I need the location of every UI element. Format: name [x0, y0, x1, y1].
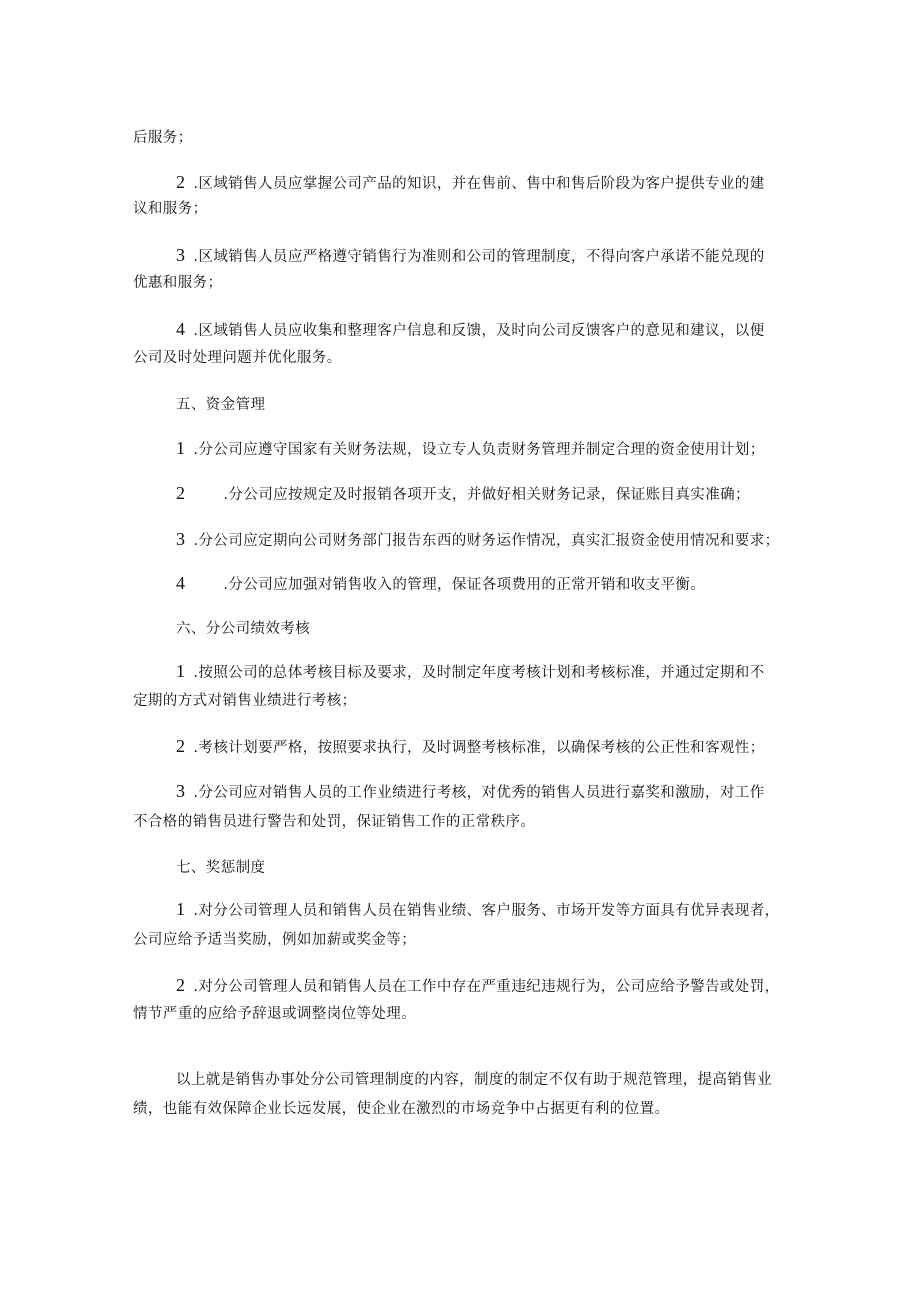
list-item-line: 议和服务；: [133, 201, 208, 217]
list-item-line: 定期的方式对销售业绩进行考核；: [133, 693, 357, 709]
list-text: .分公司应加强对销售收入的管理，保证各项费用的正常开销和收支平衡。: [223, 577, 706, 593]
section-heading: 五、资金管理: [176, 397, 266, 413]
list-number: 3: [176, 529, 186, 549]
paragraph-line: 后服务；: [133, 130, 193, 146]
list-item-line: [176, 319, 765, 341]
list-item-line: 公司应给予适当奖励，例如加薪或奖金等；: [133, 932, 417, 948]
list-item-line: [176, 573, 705, 595]
list-item-line: [176, 975, 780, 997]
list-text: .分公司应按规定及时报销各项开支，并做好相关财务记录，保证账目真实准确；: [223, 487, 750, 503]
list-item-line: 优惠和服务；: [133, 275, 223, 291]
list-text: .考核计划要严格，按照要求执行，及时调整考核标准，以确保考核的公正性和客观性；: [193, 740, 765, 756]
list-item-line: [176, 781, 765, 803]
list-item-line: [176, 172, 765, 194]
list-item-line: 不合格的销售员进行警告和处罚，保证销售工作的正常秩序。: [133, 814, 536, 830]
list-item-line: [176, 529, 780, 551]
list-number: 1: [176, 899, 186, 919]
list-item-line: [176, 245, 765, 267]
conclusion-line: 绩，也能有效保障企业长远发展，使企业在激烈的市场竞争中占据更有利的位置。: [133, 1101, 670, 1117]
list-number: 1: [176, 438, 186, 458]
list-number: 2: [176, 483, 186, 503]
list-text: .分公司应定期向公司财务部门报告东西的财务运作情况，真实汇报资金使用情况和要求；: [193, 533, 780, 549]
list-text: .分公司应对销售人员的工作业绩进行考核，对优秀的销售人员进行嘉奖和激励，对工作: [193, 785, 765, 801]
list-number: 3: [176, 245, 186, 265]
list-item-line: [176, 661, 765, 683]
section-heading: 七、奖惩制度: [176, 860, 266, 876]
list-number: 2: [176, 172, 186, 192]
list-number: 4: [176, 319, 186, 339]
list-item-line: 公司及时处理问题并优化服务。: [133, 350, 342, 366]
list-item-line: [176, 438, 765, 460]
conclusion-line: 以上就是销售办事处分公司管理制度的内容，制度的制定不仅有助于规范管理，提高销售业: [176, 1072, 772, 1088]
list-text: .分公司应遵守国家有关财务法规，设立专人负责财务管理并制定合理的资金使用计划；: [193, 442, 765, 458]
list-text: .区域销售人员应严格遵守销售行为准则和公司的管理制度，不得向客户承诺不能兑现的: [193, 249, 765, 265]
list-number: 1: [176, 661, 186, 681]
list-item-line: [176, 483, 750, 505]
list-item-line: 情节严重的应给予辞退或调整岗位等处理。: [133, 1006, 417, 1022]
list-number: 3: [176, 781, 186, 801]
list-text: .对分公司管理人员和销售人员在销售业绩、客户服务、市场开发等方面具有优异表现者，: [193, 903, 780, 919]
list-text: .区域销售人员应收集和整理客户信息和反馈，及时向公司反馈客户的意见和建议，以便: [193, 323, 765, 339]
section-heading: 六、分公司绩效考核: [176, 621, 311, 637]
list-number: 4: [176, 573, 186, 593]
list-item-line: [176, 736, 765, 758]
list-text: .区域销售人员应掌握公司产品的知识，并在售前、售中和售后阶段为客户提供专业的建: [193, 176, 765, 192]
list-text: .对分公司管理人员和销售人员在工作中存在严重违纪违规行为，公司应给予警告或处罚，: [193, 979, 780, 995]
list-text: .按照公司的总体考核目标及要求，及时制定年度考核计划和考核标准，并通过定期和不: [193, 665, 765, 681]
list-item-line: [176, 899, 780, 921]
list-number: 2: [176, 975, 186, 995]
list-number: 2: [176, 736, 186, 756]
